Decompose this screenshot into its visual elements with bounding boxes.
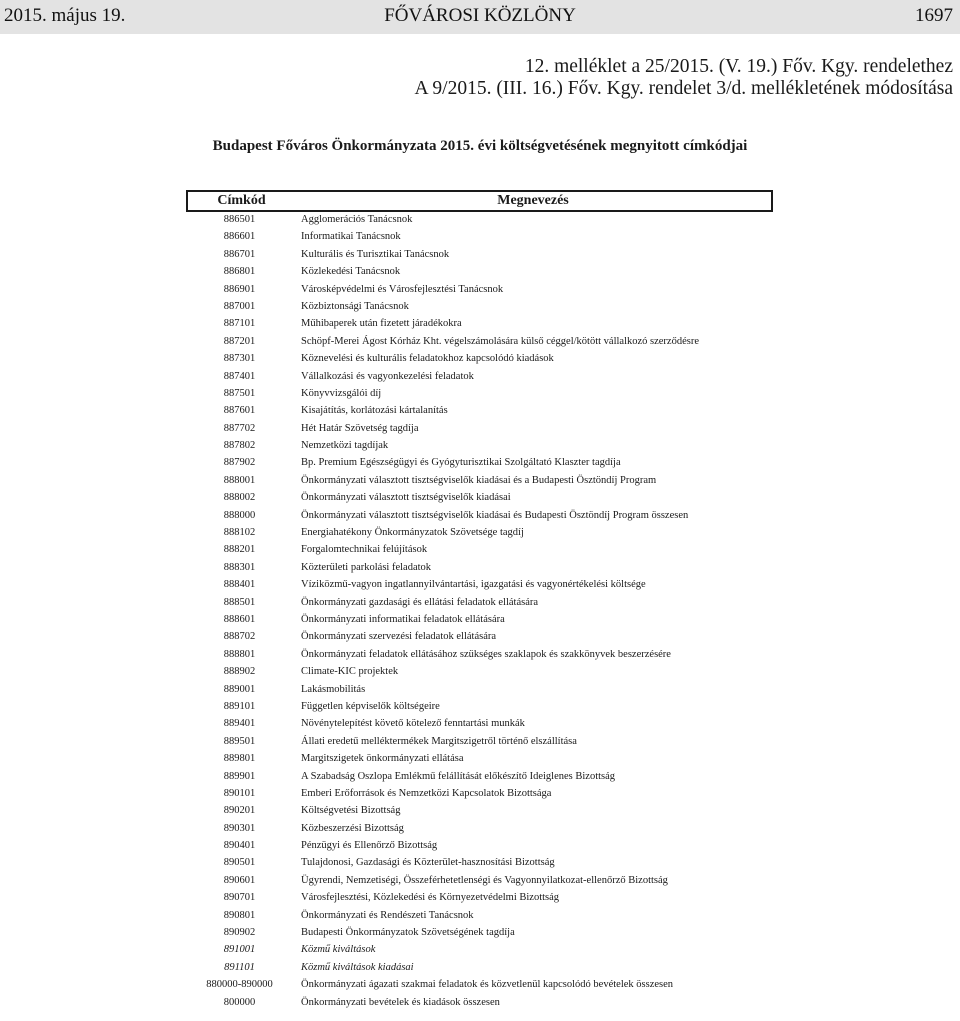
- cell-name: Közmű kiváltások kiadásai: [301, 961, 414, 973]
- cell-code: 888301: [223, 561, 256, 573]
- cell-name: Közlekedési Tanácsnok: [301, 266, 401, 278]
- table-row: [186, 576, 773, 593]
- cell-code: 891001: [223, 944, 256, 956]
- table-row: [186, 924, 773, 941]
- cell-code: 890501: [223, 857, 256, 869]
- cell-code: 888501: [223, 596, 256, 608]
- cell-name: Növénytelepítést követő kötelező fenntartási munkák: [301, 718, 525, 730]
- cell-code: 890301: [223, 822, 256, 834]
- cell-code: 887001: [223, 300, 256, 312]
- cell-name: Önkormányzati feladatok ellátásához szükséges szaklapok és szakkönyvek beszerzésére: [301, 648, 671, 660]
- table-row: [186, 802, 773, 819]
- table-row: [186, 611, 773, 628]
- table-row: [186, 663, 773, 680]
- table-row: [186, 315, 773, 332]
- cell-code: 889101: [223, 700, 256, 712]
- table-row: [186, 698, 773, 715]
- cell-name: Hét Határ Szövetség tagdíja: [301, 422, 419, 434]
- cell-name: Tulajdonosi, Gazdasági és Közterület-hasznosítási Bizottság: [301, 857, 555, 869]
- cell-name: Margitszigetek önkormányzati ellátása: [301, 753, 464, 765]
- table-header: [186, 190, 773, 212]
- cell-name: Önkormányzati ágazati szakmai feladatok és közvetlenül kapcsolódó bevételek összesen: [301, 979, 674, 991]
- cell-name: Köznevelési és kulturális feladatokhoz kapcsolódó kiadások: [301, 353, 554, 365]
- cell-name: Agglomerációs Tanácsnok: [301, 214, 413, 225]
- cell-code: 890101: [223, 787, 256, 799]
- cell-name: Informatikai Tanácsnok: [301, 231, 401, 243]
- cell-code: 887501: [223, 387, 256, 399]
- cell-code: 888401: [223, 579, 256, 591]
- cell-code: 886701: [223, 248, 256, 260]
- cell-code: 887401: [223, 370, 256, 382]
- cell-name: Önkormányzati és Rendészeti Tanácsnok: [301, 909, 474, 921]
- cell-code: 890601: [223, 874, 256, 886]
- table-row: [186, 907, 773, 924]
- table-row: [186, 628, 773, 645]
- cell-code: 886601: [223, 231, 256, 243]
- cell-code: 889501: [223, 735, 256, 747]
- cell-name: Közbiztonsági Tanácsnok: [301, 300, 409, 312]
- table-row: [186, 281, 773, 298]
- cell-name: Climate-KIC projektek: [301, 666, 399, 678]
- cell-code: 887301: [223, 353, 256, 365]
- cell-name: Emberi Erőforrások és Nemzetközi Kapcsolatok Bizottsága: [301, 787, 552, 799]
- cell-code: 888000: [223, 509, 256, 521]
- cell-code: 890401: [223, 840, 256, 852]
- cell-code: 888001: [223, 474, 256, 486]
- table-row: [186, 715, 773, 732]
- cell-name: Közterületi parkolási feladatok: [301, 561, 432, 573]
- cell-name: Könyvvizsgálói díj: [301, 387, 382, 399]
- table-row: [186, 785, 773, 802]
- column-header-code: Címkód: [217, 193, 266, 208]
- cell-name: Állati eredetű melléktermékek Margitszigetről történő elszállítása: [301, 735, 577, 747]
- table-row: [186, 228, 773, 245]
- cell-code: 891101: [224, 961, 255, 973]
- cell-name: Független képviselők költségeire: [301, 700, 440, 712]
- cell-code: 889401: [223, 718, 256, 730]
- cell-code: 886901: [223, 283, 256, 295]
- cell-name: Kulturális és Turisztikai Tanácsnok: [301, 248, 450, 260]
- cell-code: 887601: [223, 405, 256, 417]
- cell-name: Energiahatékony Önkormányzatok Szövetsége tagdíj: [301, 527, 524, 539]
- table-row: [186, 854, 773, 871]
- annex-subheading: A 9/2015. (III. 16.) Főv. Kgy. rendelet 3/d. mellékletének módosítása: [414, 78, 953, 99]
- table-row: [186, 489, 773, 506]
- table-row: [186, 472, 773, 489]
- table-row: [186, 976, 773, 993]
- cell-name: Lakásmobilitás: [301, 683, 366, 695]
- cell-code: 890201: [223, 805, 256, 817]
- table-row: [186, 733, 773, 750]
- cell-name: Közmű kiváltások: [301, 944, 376, 956]
- cell-code: 886801: [223, 266, 256, 278]
- cell-code: 886501: [223, 214, 256, 225]
- issue-date: 2015. május 19.: [4, 5, 126, 26]
- table-row: [186, 541, 773, 558]
- cell-name: Városfejlesztési, Közlekedési és Környezetvédelmi Bizottság: [301, 892, 560, 904]
- cell-name: Víziközmű-vagyon ingatlannyilvántartási, igazgatási és vagyonértékelési költsége: [301, 579, 646, 591]
- table-row: [186, 646, 773, 663]
- cell-code: 888702: [223, 631, 256, 643]
- cell-code: 889801: [223, 753, 256, 765]
- cell-code: 800000: [223, 996, 256, 1008]
- table-row: [186, 872, 773, 889]
- page-number: 1697: [915, 5, 953, 26]
- cell-name: Kisajátítás, korlátozási kártalanítás: [301, 405, 448, 417]
- cell-code: 888902: [223, 666, 256, 678]
- cell-code: 887201: [223, 335, 256, 347]
- page-header: [0, 0, 960, 34]
- table-row: [186, 507, 773, 524]
- table-row: [186, 385, 773, 402]
- table-row: [186, 837, 773, 854]
- cell-name: Önkormányzati bevételek és kiadások összesen: [301, 996, 500, 1008]
- table-row: [186, 941, 773, 958]
- cell-name: Önkormányzati gazdasági és ellátási feladatok ellátására: [301, 596, 539, 608]
- cell-name: Pénzügyi és Ellenőrző Bizottság: [301, 840, 438, 852]
- table-row: [186, 437, 773, 454]
- cell-code: 890902: [223, 927, 256, 939]
- table-row: [186, 263, 773, 280]
- cell-code: 890701: [223, 892, 256, 904]
- table-row: [186, 246, 773, 263]
- table-row: [186, 994, 773, 1011]
- cell-name: Önkormányzati szervezési feladatok ellátására: [301, 631, 497, 643]
- cell-code: 890801: [223, 909, 256, 921]
- table-row: [186, 594, 773, 611]
- table-row: [186, 420, 773, 437]
- table-row: [186, 681, 773, 698]
- table-row: [186, 750, 773, 767]
- cell-code: 888102: [223, 527, 256, 539]
- cell-name: Önkormányzati informatikai feladatok ellátására: [301, 613, 505, 625]
- cell-code: 888601: [223, 613, 256, 625]
- table-row: [186, 524, 773, 541]
- document-title: Budapest Főváros Önkormányzata 2015. évi költségvetésének megnyitott címkódjai: [212, 138, 748, 154]
- cell-name: Vállalkozási és vagyonkezelési feladatok: [301, 370, 474, 382]
- cell-code: 888002: [223, 492, 256, 504]
- cell-name: Városképvédelmi és Városfejlesztési Tanácsnok: [301, 283, 504, 295]
- cell-code: 887902: [223, 457, 256, 469]
- cell-name: Schöpf-Merei Ágost Kórház Kht. végelszámolására külső céggel/kötött vállalkozó szerződésre: [301, 335, 699, 347]
- cell-code: 887101: [223, 318, 256, 330]
- cell-code: 888201: [223, 544, 256, 556]
- cell-code: 887702: [223, 422, 256, 434]
- table-row: [186, 959, 773, 976]
- cell-code: 889901: [223, 770, 256, 782]
- table-row: [186, 402, 773, 419]
- cell-code: 889001: [223, 683, 256, 695]
- cell-name: Nemzetközi tagdíjak: [301, 440, 389, 452]
- cell-name: Költségvetési Bizottság: [301, 805, 401, 817]
- table-row: [186, 350, 773, 367]
- table-row: [186, 211, 773, 228]
- cell-name: Közbeszerzési Bizottság: [301, 822, 404, 834]
- table-row: [186, 454, 773, 471]
- table-row: [186, 768, 773, 785]
- cell-code: 887802: [223, 440, 256, 452]
- cell-code: 880000-890000: [206, 979, 273, 991]
- table-row: [186, 298, 773, 315]
- cell-name: Önkormányzati választott tisztségviselők kiadásai és a Budapesti Ösztöndíj Program: [301, 474, 657, 486]
- annex-heading: 12. melléklet a 25/2015. (V. 19.) Főv. Kgy. rendelethez: [524, 56, 953, 77]
- cell-name: Bp. Premium Egészségügyi és Gyógyturisztikai Szolgáltató Klaszter tagdíja: [301, 457, 621, 469]
- code-table-body: [186, 211, 773, 1011]
- cell-name: Önkormányzati választott tisztségviselők kiadásai: [301, 492, 511, 504]
- table-row: [186, 333, 773, 350]
- cell-name: Műhibaperek után fizetett járadékokra: [301, 318, 462, 330]
- cell-name: Önkormányzati választott tisztségviselők kiadásai és Budapesti Ösztöndíj Program összesen: [301, 509, 689, 521]
- table-row: [186, 889, 773, 906]
- cell-name: Budapesti Önkormányzatok Szövetségének tagdíja: [301, 927, 515, 939]
- table-row: [186, 820, 773, 837]
- column-header-name: Megnevezés: [497, 193, 569, 208]
- table-row: [186, 368, 773, 385]
- gazette-title: FŐVÁROSI KÖZLÖNY: [384, 5, 576, 26]
- cell-name: A Szabadság Oszlopa Emlékmű felállítását előkészítő Ideiglenes Bizottság: [301, 770, 616, 782]
- table-row: [186, 559, 773, 576]
- cell-code: 888801: [223, 648, 256, 660]
- cell-name: Forgalomtechnikai felújítások: [301, 544, 428, 556]
- cell-name: Ügyrendi, Nemzetiségi, Összeférhetetlenségi és Vagyonnyilatkozat-ellenőrző Bizottság: [301, 874, 668, 886]
